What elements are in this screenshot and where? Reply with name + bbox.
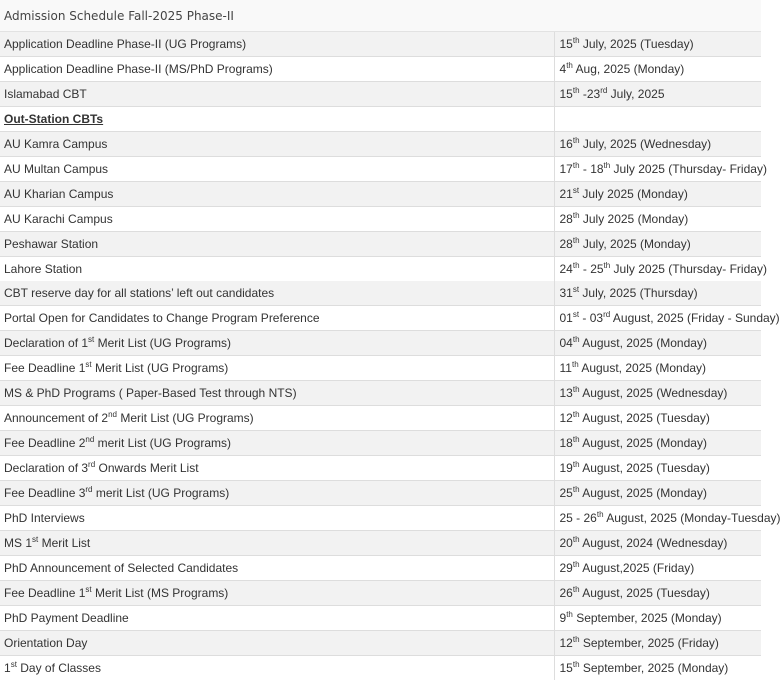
cell-text: Declaration of 1	[4, 336, 88, 350]
date-cell	[554, 82, 761, 107]
cell-text: July, 2025 (Tuesday)	[580, 37, 694, 51]
schedule-title-text: Admission Schedule Fall-2025 Phase-II	[4, 9, 234, 23]
cell-text: 15	[560, 661, 573, 675]
cell-text: Merit List (UG Programs)	[94, 336, 231, 350]
ordinal-suffix: th	[573, 635, 580, 644]
cell-text: CBT reserve day for all stations’ left out candidates	[4, 286, 274, 300]
cell-text: 29	[560, 561, 573, 575]
event-cell	[0, 581, 554, 606]
date-cell	[554, 506, 761, 531]
event-cell	[0, 107, 554, 132]
event-cell	[0, 656, 554, 680]
table-row	[0, 331, 761, 356]
cell-text: September, 2025 (Friday)	[580, 636, 719, 650]
cell-text: Lahore Station	[4, 262, 82, 276]
cell-text: 15	[560, 37, 573, 51]
cell-text: Fee Deadline 2	[4, 436, 85, 450]
cell-text: Orientation Day	[4, 636, 87, 650]
ordinal-suffix: th	[566, 61, 573, 70]
cell-text: 01	[560, 311, 573, 325]
ordinal-suffix: th	[604, 261, 611, 270]
cell-text: 28	[560, 237, 573, 251]
ordinal-suffix: th	[573, 485, 580, 494]
ordinal-suffix: rd	[88, 460, 95, 469]
cell-text: PhD Payment Deadline	[4, 611, 129, 625]
table-row	[0, 281, 761, 306]
cell-text: - 25	[580, 262, 604, 276]
ordinal-suffix: th	[573, 236, 580, 245]
table-row	[0, 381, 761, 406]
table-row	[0, 57, 761, 82]
ordinal-suffix: th	[573, 385, 580, 394]
cell-text: 28	[560, 212, 573, 226]
cell-text: PhD Interviews	[4, 511, 85, 525]
ordinal-suffix: st	[11, 660, 17, 669]
table-row	[0, 232, 761, 257]
cell-text: Peshawar Station	[4, 237, 98, 251]
table-row	[0, 581, 761, 606]
table-row	[0, 481, 761, 506]
cell-text: 26	[560, 586, 573, 600]
cell-text: 12	[560, 636, 573, 650]
date-cell	[554, 431, 761, 456]
ordinal-suffix: th	[573, 261, 580, 270]
table-row	[0, 631, 761, 656]
schedule-table-body	[0, 32, 761, 680]
event-cell	[0, 506, 554, 531]
ordinal-suffix: th	[573, 161, 580, 170]
cell-text: -23	[580, 87, 601, 101]
ordinal-suffix: st	[85, 585, 91, 594]
cell-text: August, 2025 (Tuesday)	[580, 586, 710, 600]
event-cell	[0, 182, 554, 207]
cell-text: August,2025 (Friday)	[580, 561, 695, 575]
cell-text: Merit List (MS Programs)	[92, 586, 229, 600]
table-row	[0, 506, 761, 531]
event-cell	[0, 57, 554, 82]
event-cell	[0, 531, 554, 556]
cell-text: AU Karachi Campus	[4, 212, 113, 226]
cell-text: AU Kamra Campus	[4, 137, 107, 151]
event-cell	[0, 207, 554, 232]
table-row	[0, 157, 761, 182]
ordinal-suffix: th	[573, 535, 580, 544]
ordinal-suffix: th	[573, 410, 580, 419]
table-row	[0, 82, 761, 107]
cell-text: AU Multan Campus	[4, 162, 108, 176]
cell-text: Application Deadline Phase-II (MS/PhD Programs)	[4, 62, 273, 76]
event-cell	[0, 431, 554, 456]
date-cell	[554, 606, 761, 631]
cell-text: 19	[560, 461, 573, 475]
cell-text: AU Kharian Campus	[4, 187, 113, 201]
event-cell	[0, 631, 554, 656]
table-row	[0, 182, 761, 207]
cell-text: 12	[560, 411, 573, 425]
date-cell	[554, 57, 761, 82]
ordinal-suffix: th	[573, 460, 580, 469]
ordinal-suffix: th	[573, 435, 580, 444]
cell-text: Onwards Merit List	[95, 461, 198, 475]
ordinal-suffix: th	[573, 335, 580, 344]
cell-text: 04	[560, 336, 573, 350]
ordinal-suffix: th	[573, 36, 580, 45]
ordinal-suffix: st	[573, 285, 579, 294]
cell-text: merit List (UG Programs)	[93, 486, 230, 500]
event-cell	[0, 32, 554, 57]
ordinal-suffix: st	[88, 335, 94, 344]
table-row	[0, 306, 761, 331]
cell-text: July 2025 (Thursday- Friday)	[610, 162, 767, 176]
table-row	[0, 257, 761, 282]
cell-text: Out-Station CBTs	[4, 112, 103, 126]
cell-text: Merit List (UG Programs)	[117, 411, 254, 425]
schedule-title	[0, 0, 761, 32]
cell-text: 25	[560, 486, 573, 500]
ordinal-suffix: th	[566, 610, 573, 619]
date-cell	[554, 331, 761, 356]
table-row	[0, 606, 761, 631]
date-cell	[554, 207, 761, 232]
ordinal-suffix: st	[85, 360, 91, 369]
date-cell	[554, 556, 761, 581]
cell-text: 25 - 26	[560, 511, 597, 525]
table-row	[0, 531, 761, 556]
event-cell	[0, 606, 554, 631]
event-cell	[0, 306, 554, 331]
table-row	[0, 406, 761, 431]
date-cell	[554, 306, 761, 331]
cell-text: 21	[560, 187, 573, 201]
event-cell	[0, 281, 554, 306]
date-cell	[554, 257, 761, 282]
ordinal-suffix: th	[573, 136, 580, 145]
cell-text: August, 2025 (Tuesday)	[580, 461, 710, 475]
table-row	[0, 207, 761, 232]
event-cell	[0, 556, 554, 581]
ordinal-suffix: th	[597, 510, 604, 519]
table-row	[0, 656, 761, 680]
cell-text: MS & PhD Programs ( Paper-Based Test through NTS)	[4, 386, 297, 400]
date-cell	[554, 32, 761, 57]
cell-text: August, 2025 (Tuesday)	[580, 411, 710, 425]
cell-text: August, 2025 (Wednesday)	[580, 386, 728, 400]
cell-text: Declaration of 3	[4, 461, 88, 475]
cell-text: 11	[560, 361, 572, 375]
cell-text: Islamabad CBT	[4, 87, 87, 101]
cell-text: 18	[560, 436, 573, 450]
date-cell	[554, 356, 761, 381]
date-cell	[554, 531, 761, 556]
ordinal-suffix: st	[573, 310, 579, 319]
event-cell	[0, 481, 554, 506]
event-cell	[0, 82, 554, 107]
ordinal-suffix: nd	[108, 410, 117, 419]
cell-text: August, 2025 (Friday - Sunday)	[610, 311, 779, 325]
event-cell	[0, 232, 554, 257]
ordinal-suffix: st	[573, 186, 579, 195]
event-cell	[0, 356, 554, 381]
table-row	[0, 107, 761, 132]
date-cell	[554, 107, 761, 132]
event-cell	[0, 257, 554, 282]
event-cell	[0, 406, 554, 431]
cell-text: Application Deadline Phase-II (UG Programs)	[4, 37, 246, 51]
cell-text: July, 2025 (Wednesday)	[580, 137, 712, 151]
ordinal-suffix: th	[573, 560, 580, 569]
event-cell	[0, 456, 554, 481]
ordinal-suffix: st	[32, 535, 38, 544]
cell-text: August, 2025 (Monday)	[580, 436, 707, 450]
cell-text: Merit List	[38, 536, 90, 550]
date-cell	[554, 281, 761, 306]
cell-text: Fee Deadline 1	[4, 361, 85, 375]
cell-text: August, 2024 (Wednesday)	[580, 536, 728, 550]
cell-text: 9	[560, 611, 567, 625]
cell-text: 16	[560, 137, 573, 151]
cell-text: August, 2025 (Monday-Tuesday)	[604, 511, 781, 525]
cell-text: Portal Open for Candidates to Change Program Preference	[4, 311, 320, 325]
event-cell	[0, 157, 554, 182]
cell-text: - 03	[579, 311, 603, 325]
date-cell	[554, 656, 761, 680]
date-cell	[554, 132, 761, 157]
table-row	[0, 456, 761, 481]
cell-text: PhD Announcement of Selected Candidates	[4, 561, 238, 575]
cell-text: Fee Deadline 1	[4, 586, 85, 600]
ordinal-suffix: th	[573, 211, 580, 220]
date-cell	[554, 581, 761, 606]
cell-text: 1	[4, 661, 11, 675]
ordinal-suffix: rd	[85, 485, 92, 494]
date-cell	[554, 232, 761, 257]
cell-text: 17	[560, 162, 573, 176]
schedule-table	[0, 32, 761, 680]
cell-text: 20	[560, 536, 573, 550]
cell-text: September, 2025 (Monday)	[580, 661, 729, 675]
cell-text: July 2025 (Monday)	[579, 187, 688, 201]
cell-text: 31	[560, 286, 573, 300]
cell-text: 15	[560, 87, 573, 101]
ordinal-suffix: th	[604, 161, 611, 170]
date-cell	[554, 381, 761, 406]
table-row	[0, 431, 761, 456]
ordinal-suffix: nd	[85, 435, 94, 444]
cell-text: 24	[560, 262, 573, 276]
date-cell	[554, 456, 761, 481]
cell-text: 13	[560, 386, 573, 400]
date-cell	[554, 157, 761, 182]
cell-text: July, 2025	[607, 87, 664, 101]
cell-text: August, 2025 (Monday)	[580, 486, 707, 500]
date-cell	[554, 481, 761, 506]
cell-text: August, 2025 (Monday)	[580, 336, 707, 350]
cell-text: July, 2025 (Monday)	[580, 237, 691, 251]
cell-text: Day of Classes	[17, 661, 101, 675]
cell-text: Fee Deadline 3	[4, 486, 85, 500]
date-cell	[554, 631, 761, 656]
cell-text: September, 2025 (Monday)	[573, 611, 722, 625]
cell-text: MS 1	[4, 536, 32, 550]
event-cell	[0, 331, 554, 356]
cell-text: July, 2025 (Thursday)	[579, 286, 698, 300]
table-row	[0, 32, 761, 57]
cell-text: Merit List (UG Programs)	[92, 361, 229, 375]
ordinal-suffix: th	[573, 660, 580, 669]
cell-text: Aug, 2025 (Monday)	[573, 62, 684, 76]
table-row	[0, 132, 761, 157]
date-cell	[554, 182, 761, 207]
cell-text: July 2025 (Monday)	[580, 212, 689, 226]
cell-text: - 18	[580, 162, 604, 176]
cell-text: July 2025 (Thursday- Friday)	[610, 262, 767, 276]
ordinal-suffix: rd	[600, 86, 607, 95]
ordinal-suffix: th	[572, 360, 579, 369]
ordinal-suffix: th	[573, 585, 580, 594]
cell-text: 4	[560, 62, 567, 76]
cell-text: August, 2025 (Monday)	[579, 361, 706, 375]
cell-text: Announcement of 2	[4, 411, 108, 425]
ordinal-suffix: th	[573, 86, 580, 95]
table-row	[0, 556, 761, 581]
date-cell	[554, 406, 761, 431]
table-row	[0, 356, 761, 381]
event-cell	[0, 132, 554, 157]
event-cell	[0, 381, 554, 406]
cell-text: merit List (UG Programs)	[94, 436, 231, 450]
ordinal-suffix: rd	[603, 310, 610, 319]
